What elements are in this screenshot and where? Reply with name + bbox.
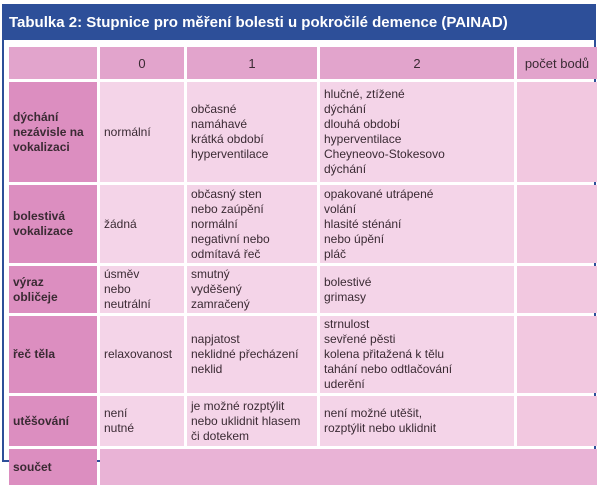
cell-line: volání (324, 201, 357, 216)
criterion-cell-c0 (100, 316, 184, 393)
cell-line: neutrální (104, 297, 151, 311)
cell-line: nezávisle na (13, 124, 84, 139)
table-row (9, 396, 597, 446)
criterion-cell-c2 (320, 266, 514, 313)
criterion-cell-c0 (100, 82, 184, 182)
criterion-cell-c1 (187, 396, 317, 446)
cell-line: vyděšený (191, 282, 242, 296)
cell-line: hyperventilace (324, 132, 402, 146)
cell-line: odmítavá řeč (191, 246, 261, 261)
cell-line: bolestivé (324, 274, 372, 289)
criterion-cell-c2 (320, 82, 514, 182)
cell-line: vokalizaci (13, 139, 70, 154)
table-body (9, 82, 597, 446)
cell-line: občasný sten (191, 186, 262, 201)
points-cell (517, 82, 597, 182)
cell-line: tahání nebo odtlačování (324, 362, 453, 376)
cell-line: hlučné, ztížené (324, 87, 405, 101)
cell-line: dýchání (324, 102, 367, 116)
cell-line: hlasité sténání (324, 216, 402, 231)
row-label (9, 185, 97, 263)
cell-line: bolestivá (13, 209, 66, 223)
criterion-cell-c0 (100, 266, 184, 313)
cell-line: nutné (104, 421, 135, 435)
cell-line: grimasy (324, 289, 367, 304)
cell-line: utěšování (13, 413, 70, 428)
cell-line: výraz (13, 274, 44, 289)
table-row (9, 185, 597, 263)
cell-line: vokalizace (13, 224, 74, 238)
header-empty-cell (9, 47, 97, 79)
row-label (9, 266, 97, 313)
cell-line: dýchání (13, 109, 59, 124)
cell-line: strnulost (324, 317, 370, 331)
table-number: Tabulka 2: (9, 14, 83, 31)
sum-row (9, 449, 597, 485)
cell-line: rozptýlit nebo uklidnit (324, 421, 437, 435)
cell-line: pláč (324, 246, 347, 261)
cell-line: neklidné přecházení (191, 347, 299, 361)
cell-line: nebo uklidnit hlasem (191, 413, 301, 428)
cell-line: krátká období (191, 132, 264, 146)
row-label (9, 82, 97, 182)
table-frame (2, 4, 596, 474)
cell-line: žádná (104, 216, 137, 231)
header-score-2: 2 (320, 47, 514, 79)
points-cell (517, 185, 597, 263)
cell-line: nebo (104, 282, 131, 296)
cell-line: nebo zaúpění (191, 201, 264, 216)
cell-line: opakované utrápené (324, 186, 434, 201)
header-score-1: 1 (187, 47, 317, 79)
cell-line: normální (104, 124, 151, 139)
cell-line: sevřené pěsti (324, 332, 396, 346)
criterion-cell-c1 (187, 82, 317, 182)
header-row (9, 47, 597, 79)
sum-value-cell (100, 449, 597, 485)
criterion-cell-c2 (320, 185, 514, 263)
cell-line: dýchání (324, 162, 367, 176)
cell-line: není (104, 406, 128, 420)
cell-line: normální (191, 216, 238, 231)
cell-line: či dotekem (191, 428, 250, 443)
criterion-cell-c1 (187, 316, 317, 393)
cell-line: zamračený (191, 297, 250, 311)
cell-line: uderění (324, 377, 365, 391)
sum-label: součet (9, 449, 97, 485)
criterion-cell-c2 (320, 396, 514, 446)
criterion-cell-c2 (320, 316, 514, 393)
cell-line: kolena přitažená k tělu (324, 347, 445, 361)
cell-line: neklid (191, 362, 223, 376)
cell-line: hyperventilace (191, 147, 269, 161)
row-label (9, 316, 97, 393)
table-title-text: Stupnice pro měření bolesti u pokročilé demence (PAINAD) (86, 14, 508, 31)
cell-line: dlouhá období (324, 117, 401, 131)
table-title (4, 6, 594, 40)
points-cell (517, 316, 597, 393)
cell-line: nebo úpění (324, 231, 385, 246)
cell-line: obličeje (13, 289, 58, 304)
cell-line: úsměv (104, 267, 140, 281)
painad-table (6, 44, 600, 488)
cell-line: napjatost (191, 332, 240, 346)
header-score-0: 0 (100, 47, 184, 79)
criterion-cell-c1 (187, 266, 317, 313)
criterion-cell-c1 (187, 185, 317, 263)
criterion-cell-c0 (100, 396, 184, 446)
cell-line: negativní nebo (191, 231, 270, 246)
cell-line: řeč těla (13, 347, 56, 361)
table-row (9, 266, 597, 313)
points-cell (517, 396, 597, 446)
header-points: počet bodů (517, 47, 597, 79)
cell-line: občasné (191, 102, 237, 116)
cell-line: smutný (191, 267, 230, 281)
cell-line: relaxovanost (104, 347, 173, 361)
row-label (9, 396, 97, 446)
cell-line: je možné rozptýlit (191, 398, 285, 413)
cell-line: není možné utěšit, (324, 406, 423, 420)
criterion-cell-c0 (100, 185, 184, 263)
cell-line: namáhavé (191, 117, 248, 131)
cell-line: Cheyneovo-Stokesovo (324, 147, 445, 161)
table-row (9, 82, 597, 182)
table-row (9, 316, 597, 393)
points-cell (517, 266, 597, 313)
